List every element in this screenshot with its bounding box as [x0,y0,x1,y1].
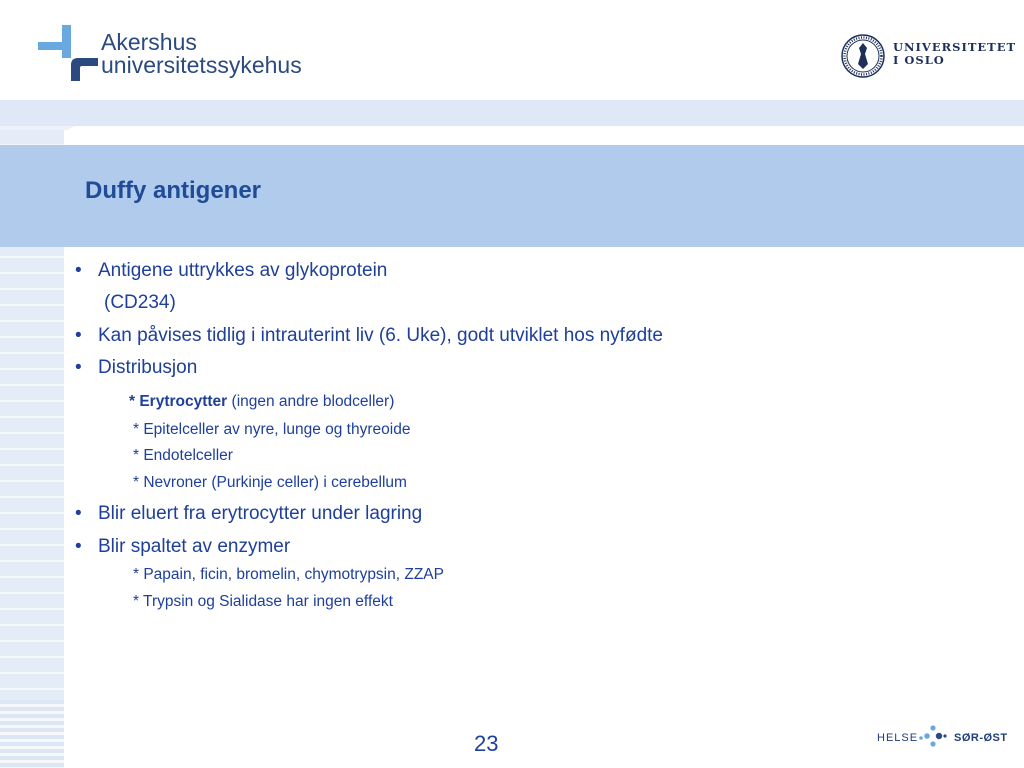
bullet-marker: • [75,325,82,346]
bullet-marker: • [75,260,82,281]
sub-item: * Trypsin og Sialidase har ingen effekt [133,593,393,610]
sub-item-bold: * Erytrocytter [129,393,228,410]
sub-item [129,393,394,411]
sub-item-rest: (ingen andre blodceller) [231,393,395,410]
sub-item: * Nevroner (Purkinje celler) i cerebellum [133,474,407,491]
bullet-item: Kan påvises tidlig i intrauterint liv (6. Uke), godt utviklet hos nyfødte [98,325,663,346]
bullet-item: Antigene uttrykkes av glykoprotein [98,260,388,281]
helse-sor-ost-dots-icon [918,724,948,752]
org-name-line1: Akershus [101,29,197,55]
sub-item: * Endotelceller [133,447,233,464]
bullet-item: Blir eluert fra erytrocytter under lagring [98,503,423,524]
uio-name-line1: UNIVERSITETET [893,40,1017,54]
bullet-item-continuation: (CD234) [104,292,176,313]
uio-name-line2: I OSLO [893,53,945,67]
helse-text: HELSE [877,732,919,744]
slide-title: Duffy antigener [85,177,262,204]
sub-item: * Epitelceller av nyre, lunge og thyreoide [133,421,411,438]
page-number: 23 [474,731,499,756]
bullet-item: Blir spaltet av enzymer [98,536,291,557]
sor-ost-text: SØR-ØST [954,732,1008,744]
bullet-marker: • [75,503,82,524]
org-name-line2: universitetssykehus [101,52,302,78]
bullet-marker: • [75,357,82,378]
bullet-item: Distribusjon [98,357,198,378]
bullet-marker: • [75,536,82,557]
sub-item: * Papain, ficin, bromelin, chymotrypsin, ZZAP [133,566,444,583]
